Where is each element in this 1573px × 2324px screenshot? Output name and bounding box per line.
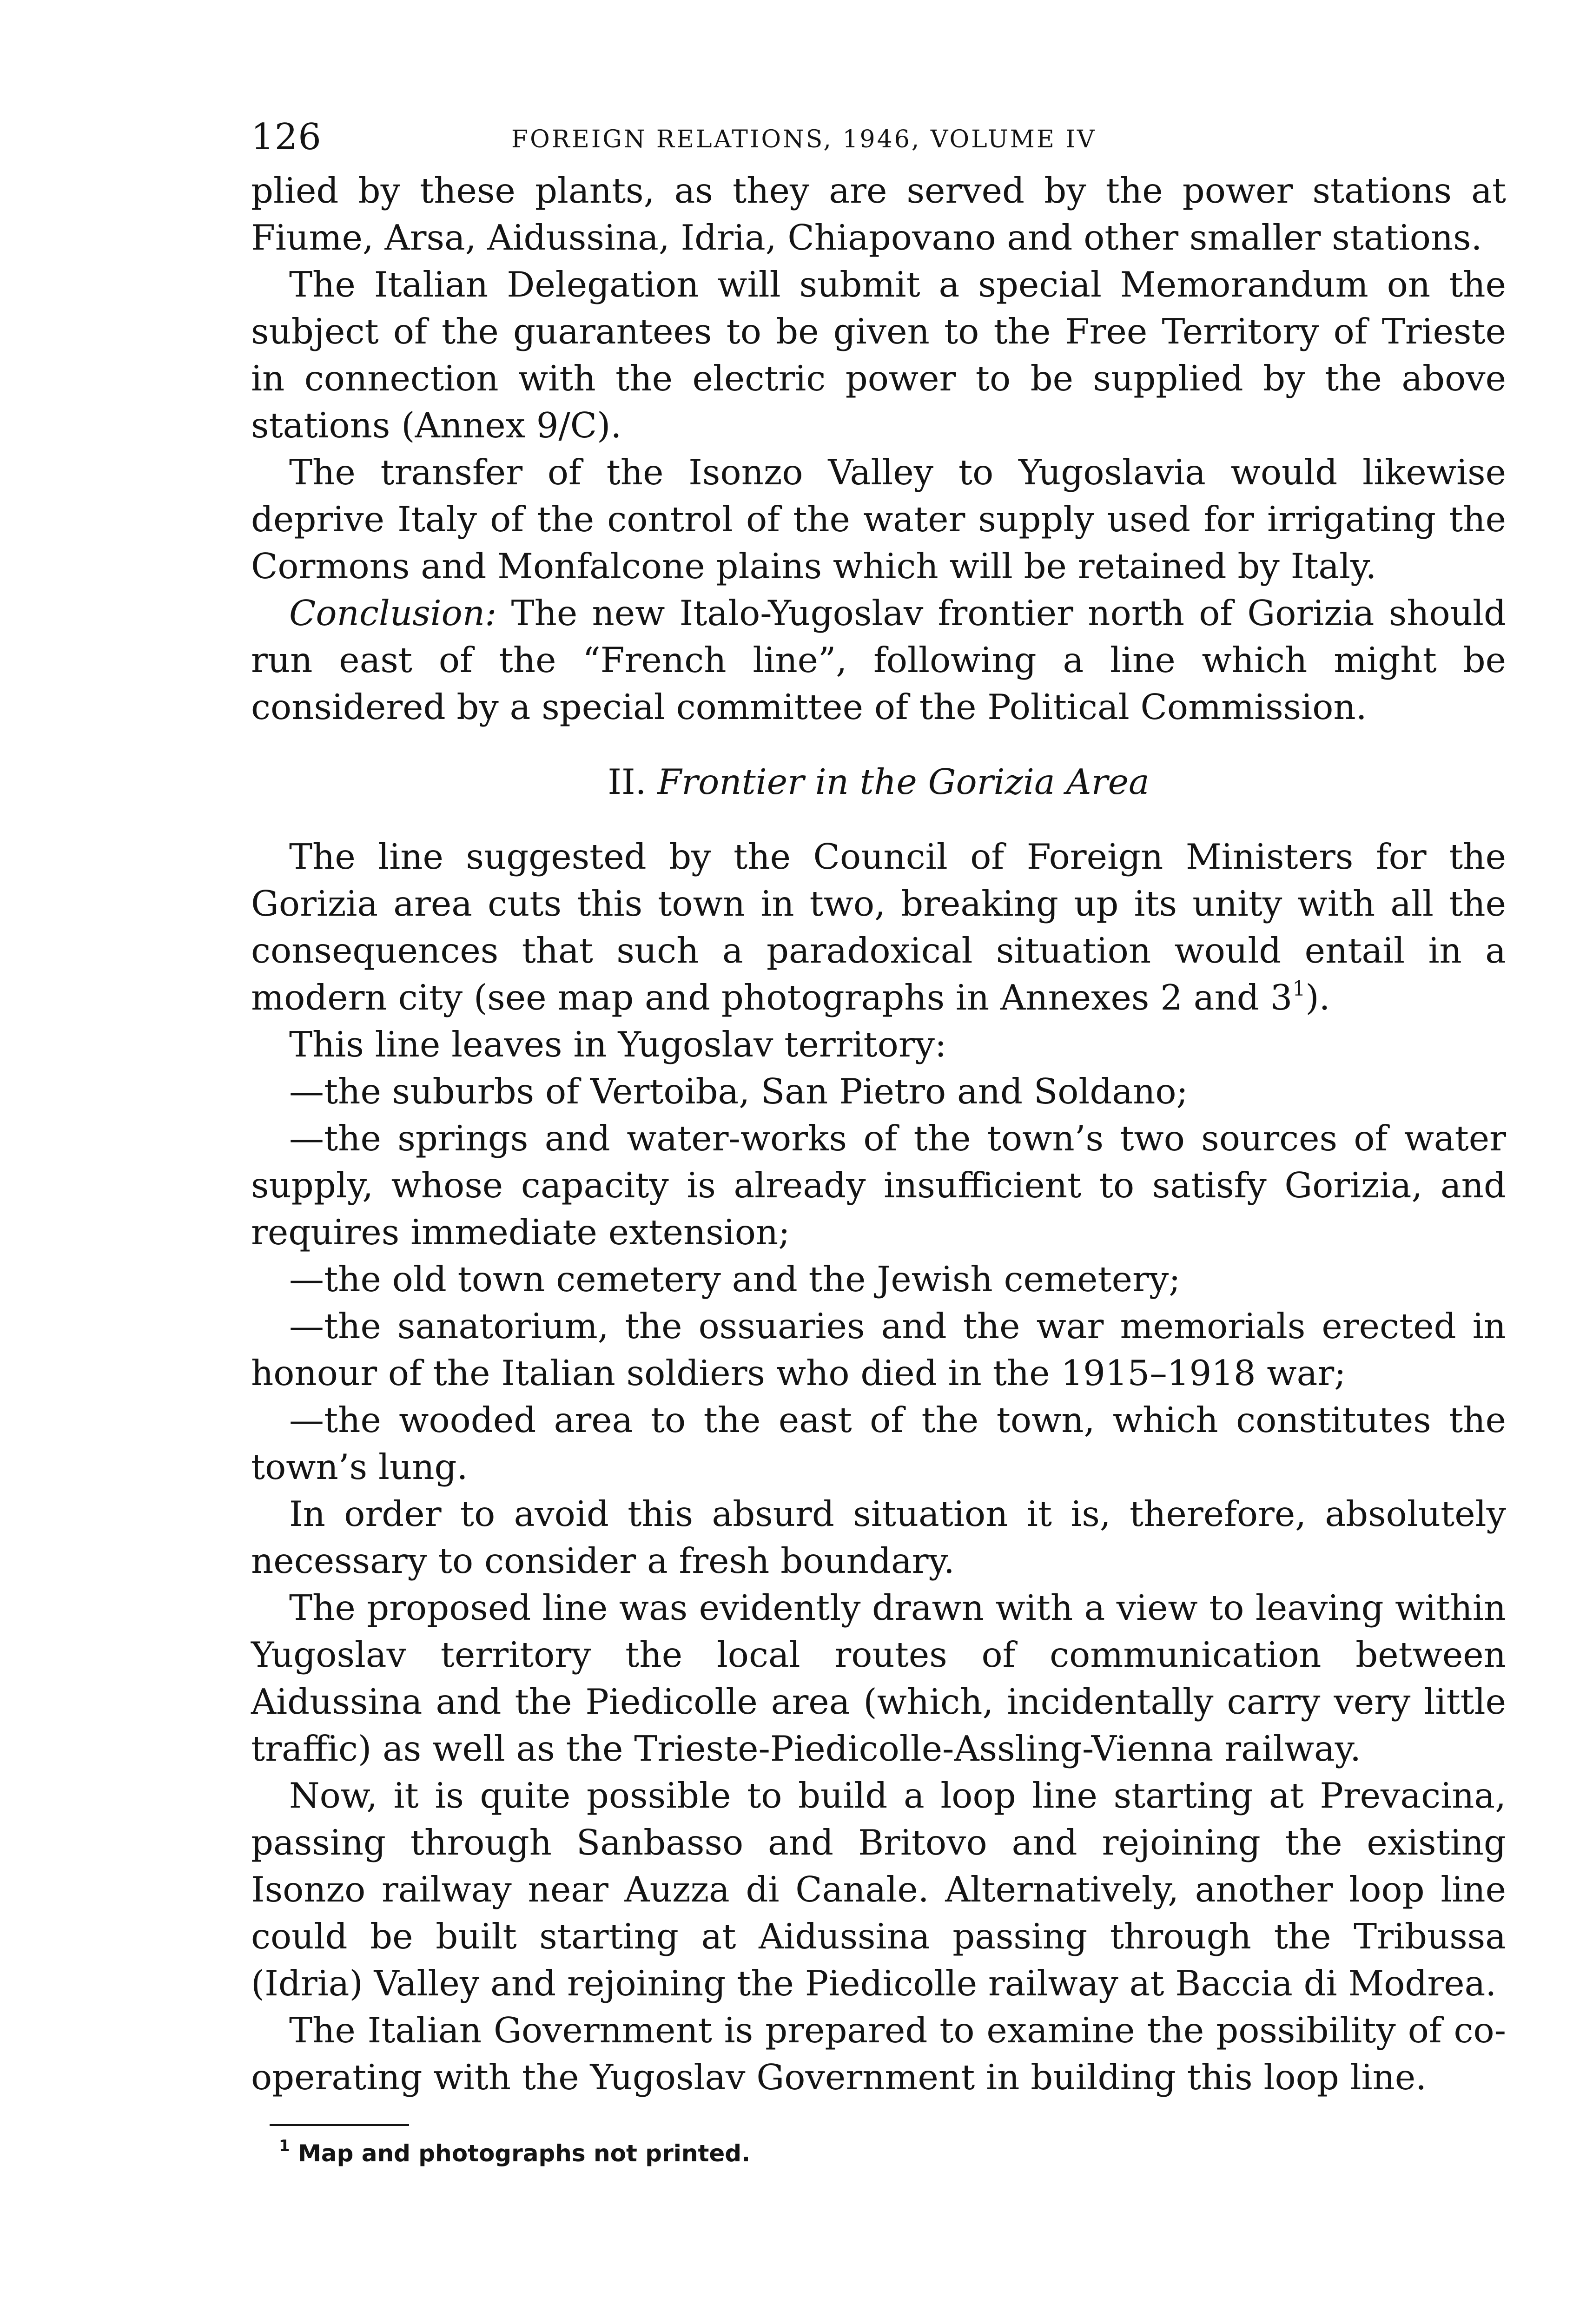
conclusion-text: The new Italo-Yugoslav frontier north of Gorizia should run east of the “French line”, following a line which might be considered by a special committee of the Political Commission. (251, 593, 1506, 727)
paragraph-memorandum: The Italian Delegation will submit a special Memorandum on the subject of the guarantees to be given to the Free Territory of Trieste in connection with the electric power to be supplied by the above stations (Annex 9/C). (251, 264, 1506, 446)
list-item-wooded-area: —the wooded area to the east of the town, which constitutes the town’s lung. (251, 1400, 1506, 1487)
paragraph-loop-line: Now, it is quite possible to build a loop line starting at Prevacina, passing through Sanbasso and Britovo and rejoining the existing Isonzo railway near Auzza di Canale. Alternatively, another loop line could be built starting at Aidussina passing through the Tribussa (Idria) Valley and rejoining the Piedicolle railway at Baccia di Modrea. (251, 1775, 1506, 2004)
paragraph-isonzo: The transfer of the Isonzo Valley to Yugoslavia would likewise deprive Italy of the control of the water supply used for irrigating the Cormons and Monfalcone plains which will be retained by Italy. (251, 452, 1506, 587)
footnote-marker: 1 (279, 2137, 290, 2155)
paragraph-absurd: In order to avoid this absurd situation it is, therefore, absolutely necessary to consider a fresh boundary. (251, 1493, 1506, 1581)
paragraph-proposed-line: The proposed line was evidently drawn with a view to leaving within Yugoslav territory the local routes of communication between Aidussina and the Piedicolle area (which, incidentally carry very little traffic) as well as the Trieste-Piedicolle-Assling-Vienna railway. (251, 1587, 1506, 1769)
footnote (279, 2137, 1506, 2167)
page-number: 126 (251, 116, 322, 158)
paragraph-conclusion (251, 590, 1506, 731)
paragraph-line-suggested (251, 833, 1506, 1021)
list-item-suburbs: —the suburbs of Vertoiba, San Pietro and Soldano; (289, 1071, 1188, 1112)
paragraph-leaves: This line leaves in Yugoslav territory: (289, 1024, 947, 1065)
running-head (251, 107, 1506, 167)
list-item-sanatorium: —the sanatorium, the ossuaries and the war memorials erected in honour of the Italian soldiers who died in the 1915–1918 war; (251, 1306, 1506, 1393)
paragraph-continuation: plied by these plants, as they are served by the power stations at Fiume, Arsa, Aidussina, Idria, Chiapovano and other smaller stations. (251, 170, 1506, 258)
running-title: FOREIGN RELATIONS, 1946, VOLUME IV (511, 125, 1097, 153)
paragraph-government: The Italian Government is prepared to examine the possibility of co-operating with the Yugoslav Government in building this loop line. (251, 2010, 1506, 2098)
section-title: Frontier in the Gorizia Area (657, 761, 1150, 802)
line-suggested-end: ). (1305, 977, 1330, 1018)
footnote-text: Map and photographs not printed. (290, 2140, 751, 2167)
list-item-springs: —the springs and water-works of the town’s two sources of water supply, whose capacity is already insufficient to satisfy Gorizia, and requires immediate extension; (251, 1118, 1506, 1253)
footnote-reference: 1 (1292, 977, 1306, 1001)
line-suggested-text: The line suggested by the Council of Foreign Ministers for the Gorizia area cuts this town in two, breaking up its unity with all the consequences that such a paradoxical situation would entail in a modern city (see map and photographs in Annexes 2 and 3 (251, 836, 1506, 1018)
document-page (251, 107, 1506, 2167)
footnote-divider (270, 2124, 409, 2126)
conclusion-label: Conclusion: (289, 593, 497, 634)
section-heading (251, 759, 1506, 805)
list-item-cemetery: —the old town cemetery and the Jewish cemetery; (289, 1259, 1181, 1300)
body-text (251, 167, 1506, 2101)
section-number: II. (608, 761, 647, 802)
